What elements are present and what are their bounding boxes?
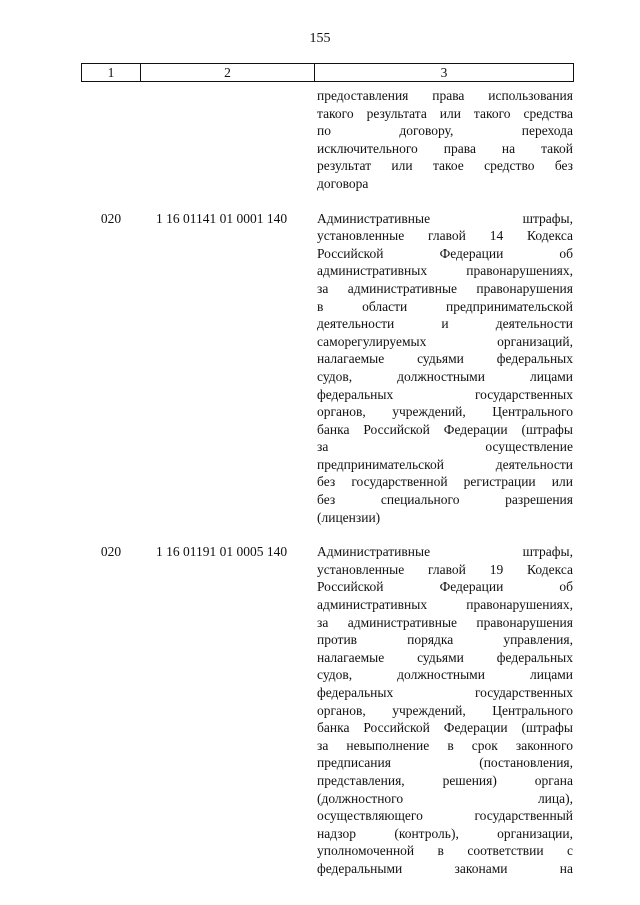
description-line: (лицензии): [317, 509, 381, 525]
column-header-row: [81, 63, 574, 82]
page-number: 155: [309, 31, 331, 46]
description-line: федеральными законами на: [317, 860, 573, 876]
description-line: за административные правонарушения: [317, 614, 573, 630]
description-line: саморегулируемых организаций,: [317, 333, 573, 349]
column-header-3: 3: [315, 64, 574, 82]
description-line: Административные штрафы,: [317, 210, 573, 226]
description-line: за административные правонарушения: [317, 280, 573, 296]
column-header-2: 2: [141, 64, 315, 82]
description-line: федеральных государственных: [317, 685, 573, 700]
income-description: [317, 543, 573, 877]
description-line: административных правонарушениях,: [317, 263, 573, 279]
description-line: органов, учреждений, Центрального: [317, 404, 573, 420]
description-line: уполномоченной в соответствии с: [317, 843, 573, 859]
column-header-1: 1: [82, 64, 141, 82]
table-row: [0, 210, 640, 527]
description-line: налагаемые судьями федеральных: [317, 649, 573, 665]
continuation-description: [317, 87, 573, 193]
income-description: [317, 210, 573, 527]
description-line: исключительного права на такой: [317, 140, 573, 156]
description-line: (должностного лица),: [317, 790, 573, 806]
description-line: осуществляющего государственный: [317, 808, 573, 824]
description-line: федеральных государственных: [317, 386, 573, 402]
description-line: за невыполнение в срок законного: [317, 737, 573, 753]
description-line: договора: [317, 175, 369, 191]
table-body: [0, 87, 640, 878]
admin-code: 020: [100, 544, 122, 560]
description-line: установленные главой 19 Кодекса: [317, 561, 573, 577]
description-line: по договору, перехода: [317, 123, 573, 139]
description-line: установленные главой 14 Кодекса: [317, 228, 573, 244]
description-line: в области предпринимательской: [317, 298, 573, 314]
description-line: против порядка управления,: [317, 632, 573, 648]
description-line: представления, решения) органа: [317, 772, 573, 788]
description-line: административных правонарушениях,: [317, 597, 573, 613]
table-row: [0, 543, 640, 877]
description-line: предписания (постановления,: [317, 755, 573, 771]
description-line: судов, должностными лицами: [317, 667, 573, 683]
description-line: за осуществление: [317, 439, 573, 455]
description-line: результат или такое средство без: [317, 158, 573, 174]
budget-classification-code: 1 16 01191 01 0005 140: [156, 544, 288, 560]
description-line: без государственной регистрации или: [317, 474, 573, 490]
description-line: банка Российской Федерации (штрафы: [317, 720, 573, 736]
description-line: банка Российской Федерации (штрафы: [317, 421, 573, 437]
description-line: Российской Федерации об: [317, 579, 573, 595]
admin-code: 020: [100, 210, 122, 226]
description-line: предпринимательской деятельности: [317, 456, 573, 472]
description-line: Административные штрафы,: [317, 544, 573, 560]
description-line: органов, учреждений, Центрального: [317, 702, 573, 718]
description-line: предоставления права использования: [317, 88, 573, 103]
description-line: Российской Федерации об: [317, 245, 573, 261]
description-line: без специального разрешения: [317, 492, 573, 508]
description-line: судов, должностными лицами: [317, 368, 573, 384]
continuation-row: [0, 87, 640, 193]
description-line: деятельности и деятельности: [317, 316, 573, 332]
description-line: надзор (контроль), организации,: [317, 825, 573, 841]
description-line: налагаемые судьями федеральных: [317, 351, 573, 367]
budget-classification-code: 1 16 01141 01 0001 140: [156, 210, 288, 226]
description-line: такого результата или такого средства: [317, 105, 573, 121]
